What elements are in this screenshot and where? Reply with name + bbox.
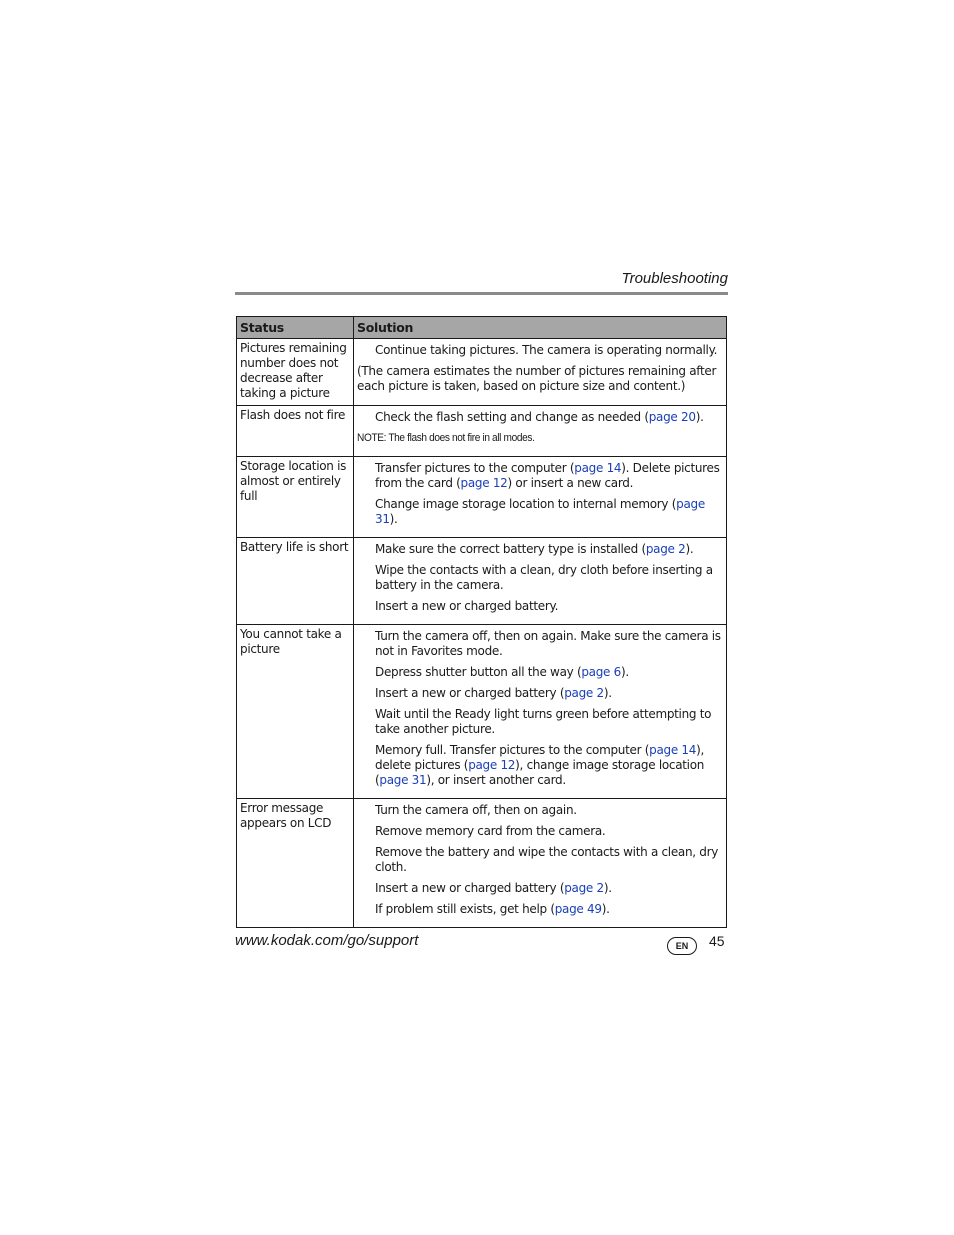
solution-item bbox=[375, 686, 723, 701]
solution-text: Wait until the Ready light turns green before attempting to take another picture. bbox=[375, 707, 712, 736]
solution-text: Insert a new or charged battery. bbox=[375, 599, 559, 613]
solution-text: Change image storage location to internal memory ( bbox=[375, 497, 677, 511]
solution-text: ) or insert a new card. bbox=[507, 476, 634, 490]
page-link[interactable]: page 14 bbox=[649, 743, 697, 757]
solution-text: ). bbox=[601, 902, 610, 916]
solution-text: ), or insert another card. bbox=[426, 773, 566, 787]
solution-text: Wipe the contacts with a clean, dry cloth before inserting a battery in the camera. bbox=[375, 563, 713, 592]
table-row bbox=[237, 538, 727, 625]
solution-item bbox=[375, 824, 723, 839]
solution-text: ). Delete pictures from the card ( bbox=[375, 461, 720, 490]
solution-text: Remove the battery and wipe the contacts with a clean, dry cloth. bbox=[375, 845, 719, 874]
solution-item bbox=[375, 707, 723, 737]
solution-item bbox=[375, 881, 723, 896]
solution-text: NOTE: The flash does not fire in all modes. bbox=[357, 432, 535, 444]
solution-item bbox=[375, 629, 723, 659]
solution-column-header: Solution bbox=[354, 317, 727, 339]
solution-text: ). bbox=[620, 665, 629, 679]
page-link[interactable]: page 20 bbox=[648, 410, 696, 424]
solution-cell bbox=[354, 406, 727, 457]
table-row bbox=[237, 457, 727, 538]
solution-text: (The camera estimates the number of pictures remaining after each picture is taken, based on picture size and content.) bbox=[357, 364, 717, 393]
page-link[interactable]: page 2 bbox=[564, 881, 604, 895]
page-link[interactable]: page 2 bbox=[564, 686, 604, 700]
solution-text: ), change image storage location ( bbox=[375, 758, 705, 787]
header-rule bbox=[235, 292, 728, 295]
status-cell: Error message appears on LCD bbox=[237, 799, 354, 928]
page-link[interactable]: page 12 bbox=[468, 758, 516, 772]
page-link[interactable]: page 49 bbox=[554, 902, 602, 916]
table-row bbox=[237, 799, 727, 928]
solution-text: If problem still exists, get help ( bbox=[375, 902, 555, 916]
status-cell: Storage location is almost or entirely full bbox=[237, 457, 354, 538]
solution-text: ), delete pictures ( bbox=[375, 743, 705, 772]
page-number: 45 bbox=[709, 933, 725, 949]
solution-text: Check the flash setting and change as needed ( bbox=[375, 410, 649, 424]
status-cell: You cannot take a picture bbox=[237, 625, 354, 799]
solution-cell bbox=[354, 457, 727, 538]
solution-text: Continue taking pictures. The camera is operating normally. bbox=[375, 343, 718, 357]
status-column-header: Status bbox=[237, 317, 354, 339]
solution-item bbox=[375, 563, 723, 593]
solution-text: Memory full. Transfer pictures to the computer ( bbox=[375, 743, 650, 757]
solution-item bbox=[375, 461, 723, 491]
page-link[interactable]: page 6 bbox=[581, 665, 621, 679]
solution-cell bbox=[354, 339, 727, 406]
solution-item bbox=[357, 364, 723, 394]
solution-note bbox=[357, 431, 723, 446]
solution-text: ). bbox=[389, 512, 398, 526]
solution-item bbox=[375, 665, 723, 680]
solution-item bbox=[375, 542, 723, 557]
solution-text: Insert a new or charged battery ( bbox=[375, 686, 565, 700]
status-cell: Flash does not fire bbox=[237, 406, 354, 457]
table-row bbox=[237, 339, 727, 406]
solution-text: Make sure the correct battery type is installed ( bbox=[375, 542, 646, 556]
table-row bbox=[237, 625, 727, 799]
solution-text: ). bbox=[603, 686, 612, 700]
solution-text: ). bbox=[695, 410, 704, 424]
page-link[interactable]: page 2 bbox=[645, 542, 686, 556]
solution-text: ). bbox=[685, 542, 694, 556]
solution-text: Turn the camera off, then on again. bbox=[375, 803, 577, 817]
table-row bbox=[237, 406, 727, 457]
solution-text: Insert a new or charged battery ( bbox=[375, 881, 565, 895]
page-link[interactable]: page 12 bbox=[460, 476, 508, 490]
solution-text: ). bbox=[603, 881, 612, 895]
table-header-row bbox=[237, 317, 727, 339]
section-title: Troubleshooting bbox=[621, 270, 728, 287]
page-link[interactable]: page 31 bbox=[375, 497, 705, 526]
solution-item bbox=[375, 902, 723, 917]
solution-item bbox=[375, 743, 723, 788]
solution-text: Depress shutter button all the way ( bbox=[375, 665, 582, 679]
solution-item bbox=[375, 343, 723, 358]
solution-cell bbox=[354, 799, 727, 928]
support-url[interactable]: www.kodak.com/go/support bbox=[235, 932, 419, 949]
language-badge: EN bbox=[667, 937, 697, 955]
solution-text: Transfer pictures to the computer ( bbox=[375, 461, 575, 475]
page-link[interactable]: page 31 bbox=[379, 773, 427, 787]
solution-text: Remove memory card from the camera. bbox=[375, 824, 606, 838]
solution-item bbox=[375, 803, 723, 818]
solution-cell bbox=[354, 538, 727, 625]
status-cell: Pictures remaining number does not decrease after taking a picture bbox=[237, 339, 354, 406]
status-cell: Battery life is short bbox=[237, 538, 354, 625]
solution-item bbox=[375, 845, 723, 875]
solution-cell bbox=[354, 625, 727, 799]
solution-text: Turn the camera off, then on again. Make sure the camera is not in Favorites mode. bbox=[375, 629, 721, 658]
solution-item bbox=[375, 410, 723, 425]
troubleshooting-table bbox=[236, 316, 727, 928]
solution-item bbox=[375, 599, 723, 614]
page-link[interactable]: page 14 bbox=[574, 461, 622, 475]
solution-item bbox=[375, 497, 723, 527]
